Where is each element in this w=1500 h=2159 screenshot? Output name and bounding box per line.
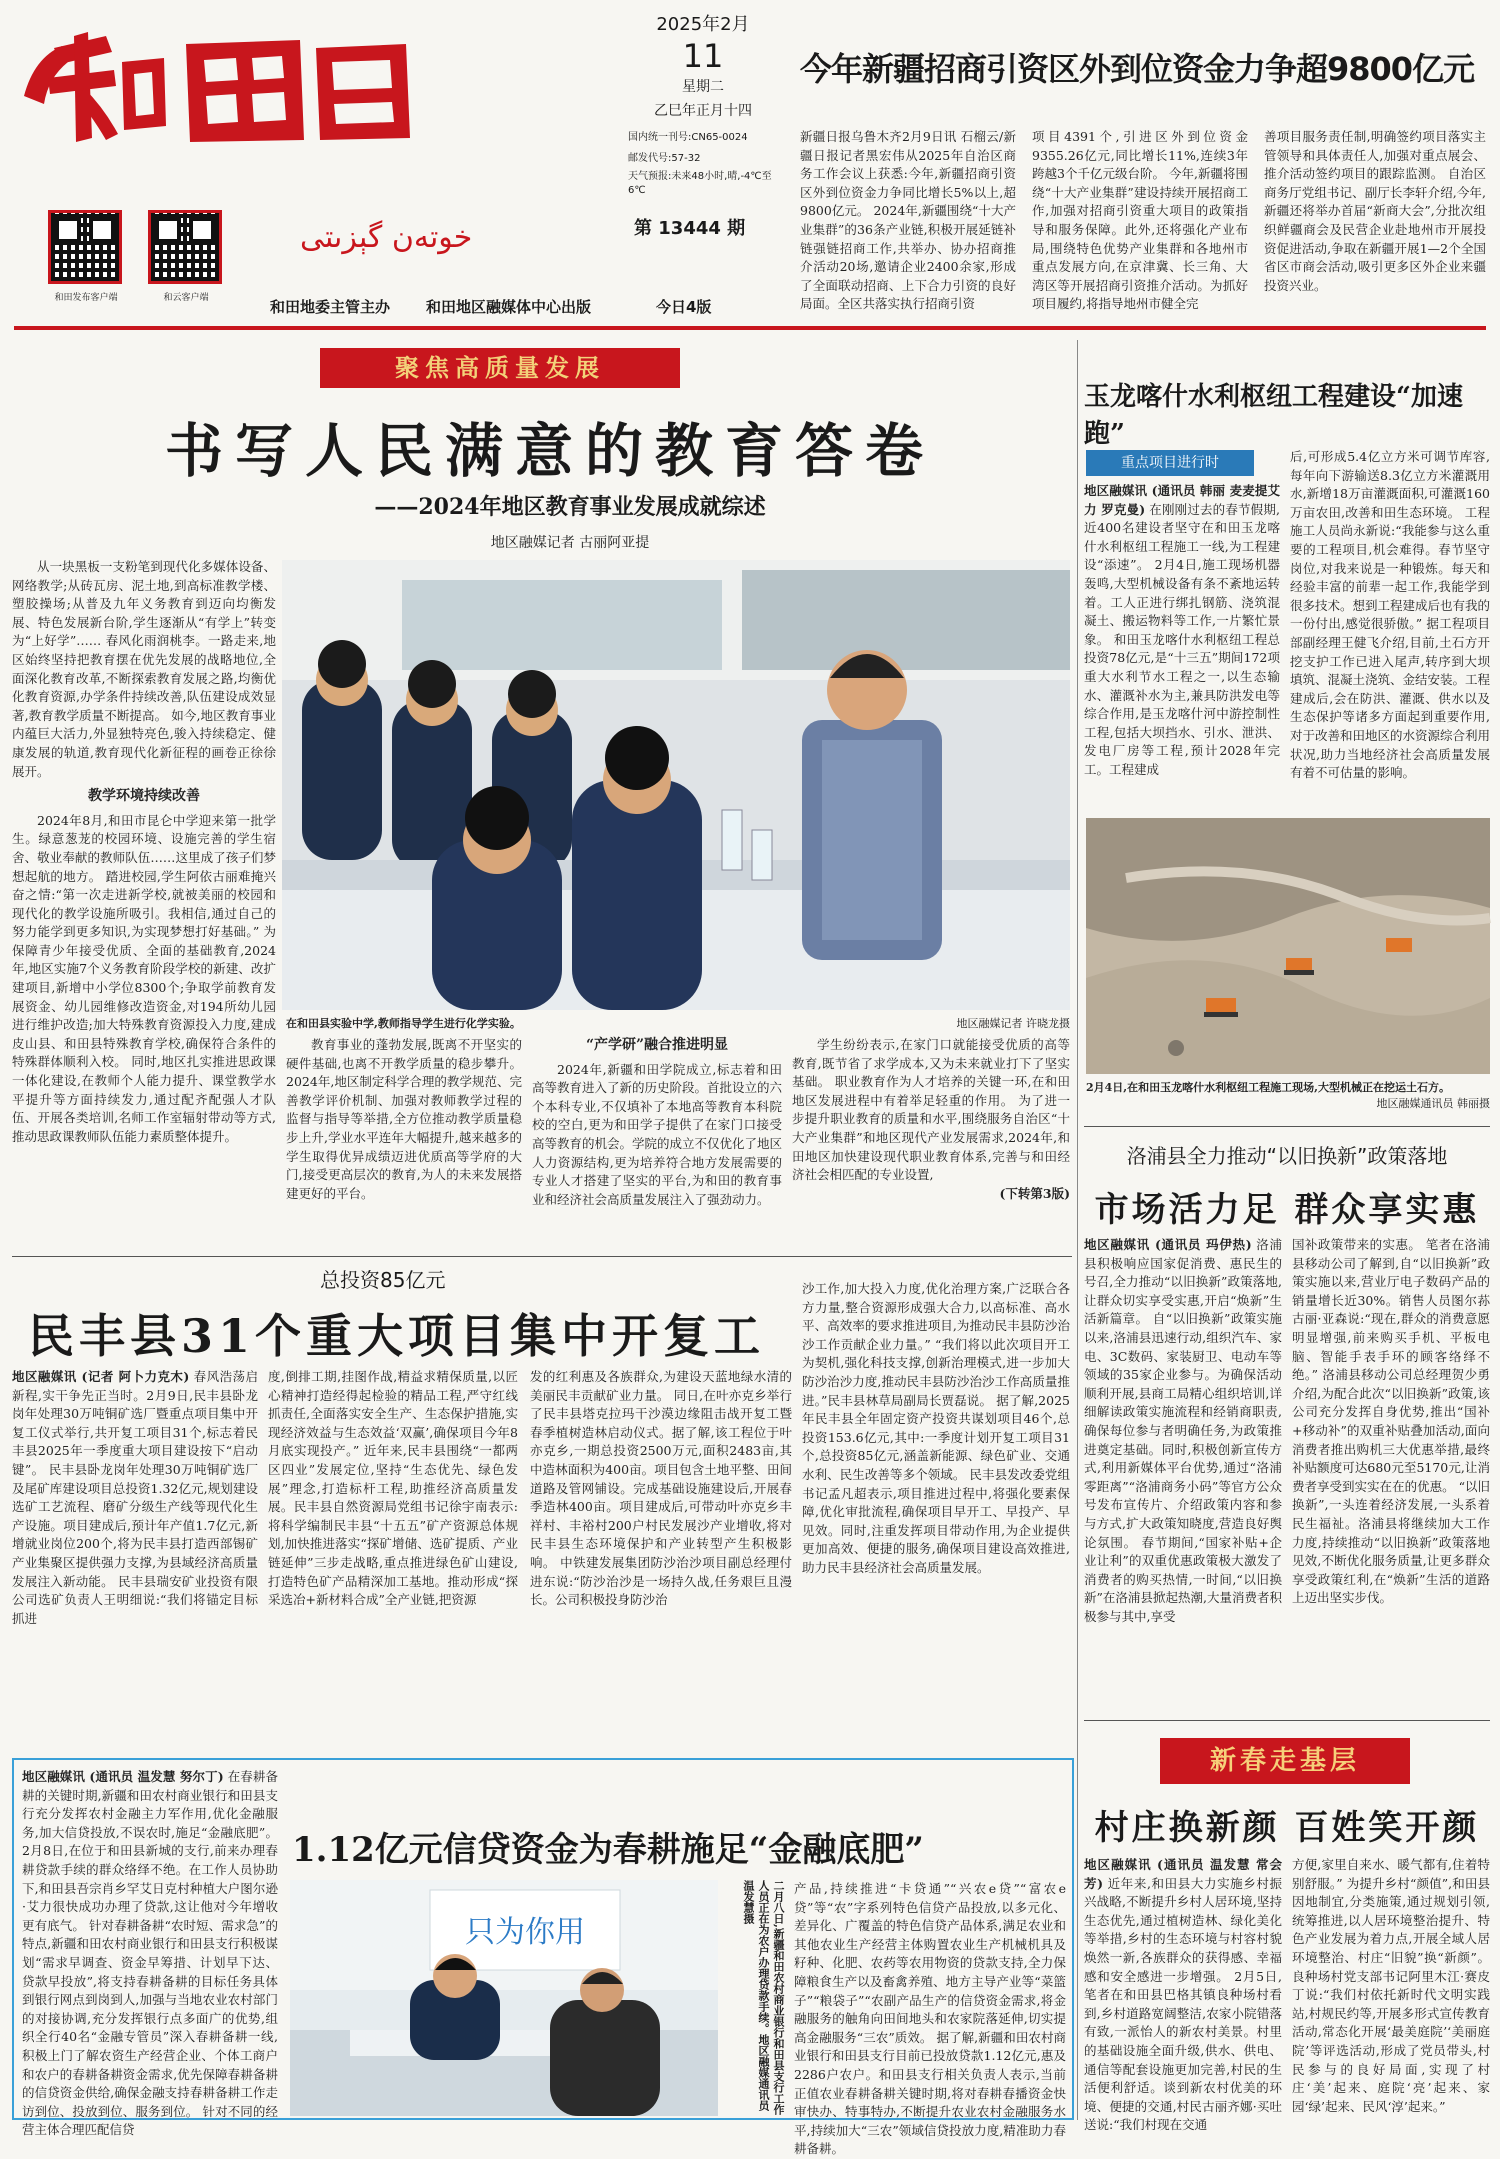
education-headline[interactable]: 书写人民满意的教育答卷 (164, 417, 935, 485)
qr-label-2: 和云客户端 (163, 293, 209, 303)
yulong-photo-credit: 地区融媒通讯员 韩丽摄 (1376, 1097, 1490, 1110)
qr-code-app-2[interactable] (148, 210, 222, 284)
education-photo-credit: 地区融媒记者 许晓龙摄 (956, 1017, 1070, 1030)
masthead-rule (14, 326, 1486, 330)
uyghur-title: خوتەن گېزىتى (300, 220, 473, 255)
luopu-col1-text: 洛浦县积极响应国家促消费、惠民生的号召,全力推动“以旧换新”政策落地,让群众切实享受实惠,开启“焕新”生活新篇章。 自“以旧换新”政策实施以来,洛浦县迅速行动,组织汽车、家电、3C数码、家装厨卫、电动车等领域的35家企业参与。为确保活动顺利开展,县商工局精心组织培训,详细解读政策实施流程和经销商职责,确保每位参与者明确任务,为政策推进奠定基础。同时,积极创新宣传方式,利用新媒体平台优势,通过“洛浦零距离”“洛浦商务小码”等官方公众号发布宣传片、介绍政策内容和参与方式,扩大政策知晓度,营造良好舆论氛围。 春节期间,“国家补贴+企业让利”的双重优惠政策极大激发了消费者的购买热情,一时间,“以旧换新”在洛浦县掀起热潮,大量消费者积极参与其中,享受 (1084, 1237, 1282, 1624)
luopu-headline[interactable]: 市场活力足 群众享实惠 (1094, 1190, 1480, 1230)
minfeng-col1-text: 春风浩荡启新程,实干争先正当时。2月9日,民丰县卧龙岗年处理30万吨铜矿选厂暨重点项目集中开复工仪式举行,共开复工项目31个,标志着民丰县2025年一季度重大项目建设按下“启动键”。 民丰县卧龙岗年处理30万吨铜矿选厂及尾矿库建设项目总投资1.32亿元,规划建设选矿工艺流程、磨矿分级生产线等现代化生产设施。项目建成后,预计年产值1.7亿元,新增就业岗位200个,将为民丰县打造西部锡矿产业集聚区提供强力支撑,为县域经济高质量发展注入新动能。 民丰县瑞安矿业投资有限公司选矿负责人王明细说:“我们将锚定目标抓进 (12, 1369, 258, 1626)
village-banner-text: 新春走基层 (1209, 1746, 1360, 1776)
luopu-kicker: 洛浦县全力推动“以旧换新”政策落地 (1126, 1144, 1448, 1168)
date-block (628, 10, 778, 198)
credit-col1-text: 在春耕备耕的关键时期,新疆和田农村商业银行和田县支行充分发挥农村金融主力军作用,优化金融服务,加大信贷投放,不误农时,施足“金融底肥”。 2月8日,在位于和田县新城的支行,前来办理春耕贷款手续的群众络绎不绝。在工作人员协助下,和田县吾宗肖乡罕艾日克村种植大户图尔逊·艾力很快成功办理了贷款,这让他对今年增收更有底气。 针对春耕备耕“农时短、需求急”的特点,新疆和田农村商业银行和田县支行积极谋划“需求早调查、资金早筹措、计划早下达、贷款早投放”,将支持春耕备耕的目标任务具体到银行网点到岗到人,加强与当地农业农村部门的对接协调,充分发挥银行点多面广的优势,组织全行40名“金融专管员”深入春耕备耕一线,积极上门了解农资生产经营企业、个体工商户和农户的春耕备耕资金需求,优先保障春耕备耕的信贷资金供给,确保金融支持春耕备耕工作走访到位、投放到位、服务到位。 针对不同的经营主体合理匹配信贷 (22, 1769, 278, 2138)
yulong-photo-caption: 2月4日,在和田玉龙喀什水利枢纽工程施工现场,大型机械正在挖运土石方。 (1086, 1081, 1450, 1094)
bank-photo-art (290, 1880, 718, 2116)
yulong-col1 (1084, 482, 1280, 812)
weather: 天气预报:未来48小时,晴,-4℃至6℃ (628, 171, 772, 196)
village-col1 (1084, 1856, 1282, 2133)
date-day: 11 (682, 37, 724, 75)
education-col3 (532, 1036, 782, 1246)
minfeng-headline[interactable]: 民丰县31个重大项目集中开复工 (28, 1309, 766, 1363)
sponsor-2: 和田地区融媒体中心出版 (426, 298, 592, 316)
education-subhead: ——2024年地区教育事业发展成就综述 (374, 494, 766, 520)
luopu-byline: 地区融媒讯 (通讯员 玛伊热) (1084, 1237, 1252, 1252)
credit-photo-caption: 二月八日,新疆和田农村商业银行和田县支行工作人员正在为农户办理贷款手续。地区融媒通讯员 温发慧摄 (742, 1880, 785, 2115)
minfeng-col4: 沙工作,加大投入力度,优化治理方案,广泛联合各方力量,整合资源形成强大合力,以高标准、高水平、高效率的要求推进项目,为推动民丰县防沙治沙工作贡献企业力量。” “我们将以此次项目开工为契机,强化科技支撑,创新治理模式,进一步加大防沙治沙力度,推动民丰县防沙治沙工作高质量推进。”民丰县林草局副局长贾磊说。 据了解,2025年民丰县全年固定资产投资共谋划项目46个,总投资153.6亿元,其中:一季度计划开复工项目31个,总投资85亿元,涵盖新能源、绿色矿业、交通水利、民生改善等多个领域。 民丰县发改委党组书记孟凡超表示,项目推进过程中,将强化要素保障,优化审批流程,确保项目早开工、早投产、早见效。同时,注重发挥项目带动作用,为企业提供更加高效、便捷的服务,确保项目建设高效推进,助力民丰县经济社会高质量发展。 (802, 1281, 1070, 1575)
qr-label-1: 和田发布客户端 (54, 293, 118, 303)
yulong-photo (1086, 818, 1490, 1074)
weekday: 星期二 (682, 79, 724, 95)
education-col4 (792, 1036, 1070, 1246)
top-story-col2: 项目4391个,引进区外到位资金9355.26亿元,同比增长11%,连续3年跨越3个千亿元级台阶。 今年,新疆将围绕“十大产业集群”建设持续开展招商工作,加强对招商引资重大项目的政策指导和服务保障。此外,还将强化产业布局,围绕特色优势产业集群和各地州市重点发展方向,在京津冀、长三角、大湾区等开展招商引资推介活动。为抓好项目履约,将指导地州市健全完 (1032, 129, 1248, 312)
masthead-hidden-title (0, 0, 1, 1)
education-continued[interactable]: (下转第3版) (999, 1185, 1070, 1201)
credit-photo (290, 1880, 718, 2116)
luopu-col1 (1084, 1236, 1282, 1712)
yulong-byline: 地区融媒讯 (通讯员 韩丽 麦麦提艾力 罗克曼) (1084, 483, 1280, 517)
village-col1-text: 近年来,和田县大力实施乡村振兴战略,不断提升乡村人居环境,坚持生态优先,通过植树造林、绿化美化等举措,乡村的生态环境与村容村貌焕然一新,各族群众的获得感、幸福感和安全感进一步增强。 2月5日,笔者在和田县巴格其镇良种场村看到,乡村道路宽阔整洁,农家小院错落有致,一派怡人的新农村美景。村里的基础设施全面升级,供水、供电、通信等配套设施更加完善,村民的生活便利舒适。谈到新农村优美的环境、便捷的交通,村民古丽齐娜·买吐送说:“我们村现在交通 (1084, 1875, 1282, 2133)
minfeng-byline: 地区融媒讯 (记者 阿卜力克木) (12, 1369, 190, 1384)
education-photo-caption: 在和田县实验中学,教师指导学生进行化学实验。 (286, 1017, 521, 1030)
right-rule-1 (1084, 1126, 1490, 1127)
luopu-col2: 国补政策带来的实惠。 笔者在洛浦县移动公司了解到,自“以旧换新”政策实施以来,营业厅电子数码产品的销量增长近30%。销售人员图尔荪古丽·亚森说:“现在,群众的消费意愿明显增强,前来购买手机、平板电脑、智能手表手环的顾客络绎不绝。” 洛浦县移动公司总经理贺少勇介绍,为配合此次“以旧换新”政策,该公司充分发挥自身优势,推出“国补+移动补”的双重补贴叠加活动,面向消费者推出购机三大优惠举措,最终补贴额度可达680元至5170元,让消费者享受到实实在在的优惠。 “以旧换新”,一头连着经济发展,一头系着民生福祉。洛浦县将继续加大工作力度,持续推动“以旧换新”政策落地见效,不断优化服务质量,让更多群众享受政策红利,在“焕新”生活的道路上迈出坚实步伐。 (1292, 1237, 1490, 1606)
credit-col1 (22, 1768, 278, 2138)
right-rule-2 (1084, 1720, 1490, 1721)
yulong-tag (1086, 450, 1254, 476)
education-section-2: “产学研”融合推进明显 (585, 1037, 729, 1053)
bank-sign-text: 只为你用 (465, 1915, 585, 1950)
yulong-tag-text: 重点项目进行时 (1121, 455, 1219, 471)
minfeng-col3: 发的红利惠及各族群众,为建设天蓝地绿水清的美丽民丰贡献矿业力量。 同日,在叶亦克乡举行了民丰县塔克拉玛干沙漠边缘阻击战开复工暨春季植树造林启动仪式。据了解,该工程位于叶亦克乡,一期总投资2500万元,面积2483亩,其中造林面积为400亩。项目包含土地平整、田间道路及管网铺设。完成基础设施建设后,开展春季造林400亩。项目建成后,可带动叶亦克乡丰祥村、丰裕村200户村民发展沙产业增收,将对民丰县生态环境保护和产业转型产生积极影响。 中铁建发展集团防沙治沙项目副总经理付进东说:“防沙治沙是一场持久战,任务艰巨且漫长。公司积极投身防沙治 (530, 1369, 792, 1608)
cn-number: 国内统一刊号:CN65-0024 (628, 132, 748, 143)
issue-number: 第 13444 期 (634, 218, 746, 239)
education-kicker-text: 聚焦高质量发展 (395, 353, 605, 382)
credit-headline[interactable]: 1.12亿元信贷资金为春耕施足“金融底肥” (292, 1830, 924, 1870)
minfeng-col1 (12, 1368, 258, 1748)
top-story-col1: 新疆日报乌鲁木齐2月9日讯 石榴云/新疆日报记者黑宏伟从2025年自治区商务工作会议上获悉:今年,新疆招商引资区外到位资金力争同比增长5%以上,超9800亿元。 2024年,新疆围绕“十大产业集群”的36条产业链,积极开展延链补链强链招商工作,共举办、协办招商推介活动20场,邀请企业2400余家,形成了全面联动招商、上下合力引资的良好局面。全区共落实执行招商引资 (800, 129, 1016, 312)
credit-col2: 产品,持续推进“卡贷通”“兴农e贷”“富农e贷”等“农”字系列特色信贷产品投放,以多元化、差异化、广覆盖的特色信贷产品体系,满足农业和其他农业生产经营主体购置农业生产机械机具及籽种、化肥、农药等农用物资的贷款支持,全力保障粮食生产以及畜禽养殖、地方主导产业等“菜篮子”“粮袋子”“农副产品生产的信贷资金需求,将金融服务的触角向田间地头和农家院落延伸,切实提高金融服务“三农”质效。 据了解,新疆和田农村商业银行和田县支行目前已投放贷款1.12亿元,惠及2286户农户。和田县支行相关负责人表示,当前正值农业春耕备耕关键时期,将对春耕春播资金快审快办、特事特办,不断提升农业农村金融服务水平,持续加大“三农”领域信贷投放力度,精准助力春耕备耕。 (794, 1881, 1066, 2157)
sponsor-1: 和田地委主管主办 (270, 298, 391, 316)
education-byline: 地区融媒记者 古丽阿亚提 (490, 535, 650, 551)
education-col1-a: 从一块黑板一支粉笔到现代化多媒体设备、网络教学;从砖瓦房、泥土地,到高标准教学楼、塑胶操场;从普及九年义务教育到迈向均衡发展、特色发展新台阶,学生逐渐从“有学上”转变为“上好学”…… 春风化雨润桃李。一路走来,地区始终坚持把教育摆在优先发展的战略地位,全面深化教育改革,不断探索教育发展之路,均衡优化教育资源,办学条件持续改善,队伍建设成效显著,教育教学质量不断提高。 如今,地区教育事业内蕴巨大活力,外显独特亮色,骏入持续稳定、健康发展的轨道,教育现代化新征程的画卷正徐徐展开。 (12, 559, 276, 779)
education-section-1: 教学环境持续改善 (88, 788, 200, 805)
qr-code-app-1[interactable] (48, 210, 122, 284)
village-banner (1160, 1738, 1410, 1784)
construction-photo-art (1086, 818, 1490, 1074)
lunar-date: 乙巳年正月十四 (654, 103, 752, 119)
yulong-headline[interactable]: 玉龙喀什水利枢纽工程建设“加速跑” (1084, 382, 1463, 449)
pages-today: 今日4版 (656, 298, 712, 316)
education-col1-b: 2024年8月,和田市昆仑中学迎来第一批学生。绿意葱茏的校园环境、设施完善的学生宿舍、敬业奉献的教师队伍……这里成了孩子们梦想起航的地方。 踏进校园,学生阿依古丽难掩兴奋之情:“第一次走进新学校,就被美丽的校园和现代化的教学设施所吸引。我相信,通过自己的努力能学到更多知识,为实现梦想打好基础。” 为保障青少年接受优质、全面的基础教育,2024年,地区实施7个义务教育阶段学校的新建、改扩建项目,新增中小学位8300个;争取学前教育发展资金、幼儿园维修改造资金,对194所幼儿园进行维护改造;加大特殊教育资源投入力度,建成皮山县、和田县特殊教育学校,确保符合条件的特殊群体顺利入校。 同时,地区扎实推进思政课一体化建设,在教师个人能力提升、课堂教学水平提升等方面持续发力,通过配齐配强人才队伍、开展各类培训,名师工作室辐射带动等方式,推动思政课教师队伍能力素质整体提升。 (12, 812, 276, 1144)
education-col2-text: 教育事业的蓬勃发展,既离不开坚实的硬件基础,也离不开教学质量的稳步攀升。 2024年,地区制定科学合理的教学规范、完善教学评价机制、加强对教师教学过程的监督与指导等举措,全方位推动教学质量稳步上升,学业水平连年大幅提升,越来越多的学生取得优异成绩迈进优质高等学府的大门,接受更高层次的教育,为人的未来发展搭建更好的平台。 (286, 1037, 522, 1201)
education-photo (282, 560, 1070, 1010)
top-story-col3: 善项目服务责任制,明确签约项目落实主管领导和具体责任人,加强对重点展会、推介活动签约项目的跟踪监测。 自治区商务厅党组书记、副厅长李轩介绍,今年,新疆还将举办首届“新商大会”,分批次组织鲜疆商会及民营企业赴地州市开展投资促进活动,争取在新疆开展1—2个全国省区市商会活动,吸引更多区外企业来疆投资兴业。 (1264, 129, 1486, 293)
column-divider (1077, 340, 1078, 2120)
date-year-month: 2025年2月 (656, 14, 750, 35)
education-col1 (12, 558, 276, 1248)
village-headline[interactable]: 村庄换新颜 百姓笑开颜 (1094, 1808, 1480, 1848)
education-col4-text: 学生纷纷表示,在家门口就能接受优质的高等教育,既节省了求学成本,又为未来就业打下了坚实基础。 职业教育作为人才培养的关键一环,在和田地区发展进程中有着举足轻重的作用。 为了进一步提升职业教育的质量和水平,围绕服务自治区“十大产业集群”和地区现代产业发展需求,2024年,和田地区加快建设现代职业教育体系,完善与和田经济社会相匹配的专业设置, (792, 1037, 1070, 1183)
education-col2 (286, 1036, 522, 1246)
yulong-col1-text: 在刚刚过去的春节假期,近400名建设者坚守在和田玉龙喀什水利枢纽工程施工一线,为工程建设“添速”。 2月4日,施工现场机器轰鸣,大型机械设备有条不紊地运转着。工人正进行绑扎钢筋、浇筑混凝土、搬运物料等工作,一片繁忙景象。 和田玉龙喀什水利枢纽工程总投资78亿元,是“十三五”期间172项重大水利节水工程之一,以生态输水、灌溉补水为主,兼具防洪发电等综合作用,是玉龙喀什河中游控制性工程,包括大坝挡水、引水、泄洪、发电厂房等工程,预计2028年完工。工程建成 (1084, 501, 1280, 777)
yulong-col2: 后,可形成5.4亿立方米可调节库容,每年向下游输送8.3亿立方米灌溉用水,新增18万亩灌溉面积,可灌溉160万亩农田,改善和田生态环境。 工程施工人员尚永新说:“我能参与这么重要的工程项目,机会难得。春节坚守岗位,对我来说是一种锻炼。每天和经验丰富的前辈一起工作,我能学到很多技术。想到工程建成后也有我的一份付出,感觉很骄傲。” 据工程项目部副经理王健飞介绍,目前,土石方开挖支护工作已进入尾声,转序到大坝填筑、混凝土浇筑、金结安装。工程建成后,会在防洪、灌溉、供水以及生态保护等诸多方面起到重要作用,对于改善和田地区的水资源综合利用状况,助力当地经济社会高质量发展有着不可估量的影响。 (1290, 449, 1491, 781)
education-col3-text: 2024年,新疆和田学院成立,标志着和田高等教育进入了新的历史阶段。首批设立的六个本科专业,不仅填补了本地高等教育本科院校的空白,更为和田学子提供了在家门口接受高等教育的机会。学院的成立不仅优化了地区人力资源结构,更为培养符合地方发展需要的专业人才搭建了坚实的平台,为和田的教育事业和经济社会高质量发展注入了强劲动力。 (532, 1061, 783, 1207)
village-col2: 方便,家里自来水、暖气都有,住着特别舒服。” 为提升乡村“颜值”,和田县因地制宜,分类施策,通过规划引领,统筹推进,以人居环境整治提升、特色产业发展为着力点,开展全域人居环境整治、村庄“旧貌”换“新颜”。 良种场村党支部书记阿里木江·赛皮丁说:“我们村依托新时代文明实践站,村规民约等,开展多形式宣传教育活动,常态化开展‘最美庭院’‘美丽庭院’等评选活动,形成了党员带头,村民参与的良好局面,实现了村庄‘美’起来、庭院‘亮’起来、家园‘绿’起来、民风‘淳’起来。” (1292, 1857, 1490, 2114)
credit-byline: 地区融媒讯 (通讯员 温发慧 努尔丁) (22, 1769, 224, 1784)
classroom-photo-art (282, 560, 1070, 1010)
minfeng-col2: 度,倒排工期,挂图作战,精益求精保质量,以匠心精神打造经得起检验的精品工程,严守红线抓责任,全面落实安全生产、生态保护措施,实现经济效益与生态效益‘双赢’,确保项目今年8月底实现投产。” 近年来,民丰县围绕“一都两区四业”发展定位,坚持“生态优先、绿色发展”理念,打造标杆工程,助推经济高质量发展。民丰县自然资源局党组书记徐宇南表示:将科学编制民丰县“十五五”矿产资源总体规划,加快推进落实“探矿增储、选矿提质、产业链延伸”三步走战略,重点推进绿色矿山建设,打造特色矿产品精深加工基地。推动形成“探采选冶+新材料合成”全产业链,把资源 (268, 1369, 518, 1608)
education-kicker (320, 348, 680, 388)
village-byline: 地区融媒讯 (通讯员 温发慧 常会芳) (1084, 1857, 1282, 1891)
postal-code: 邮发代号:57-32 (628, 153, 701, 164)
top-story-headline[interactable]: 今年新疆招商引资区外到位资金力争超9800亿元 (800, 50, 1475, 88)
masthead-logo-art (14, 18, 434, 146)
masthead-logo (14, 18, 434, 146)
section-rule-education (12, 1256, 1072, 1257)
minfeng-kicker: 总投资85亿元 (320, 1268, 446, 1292)
